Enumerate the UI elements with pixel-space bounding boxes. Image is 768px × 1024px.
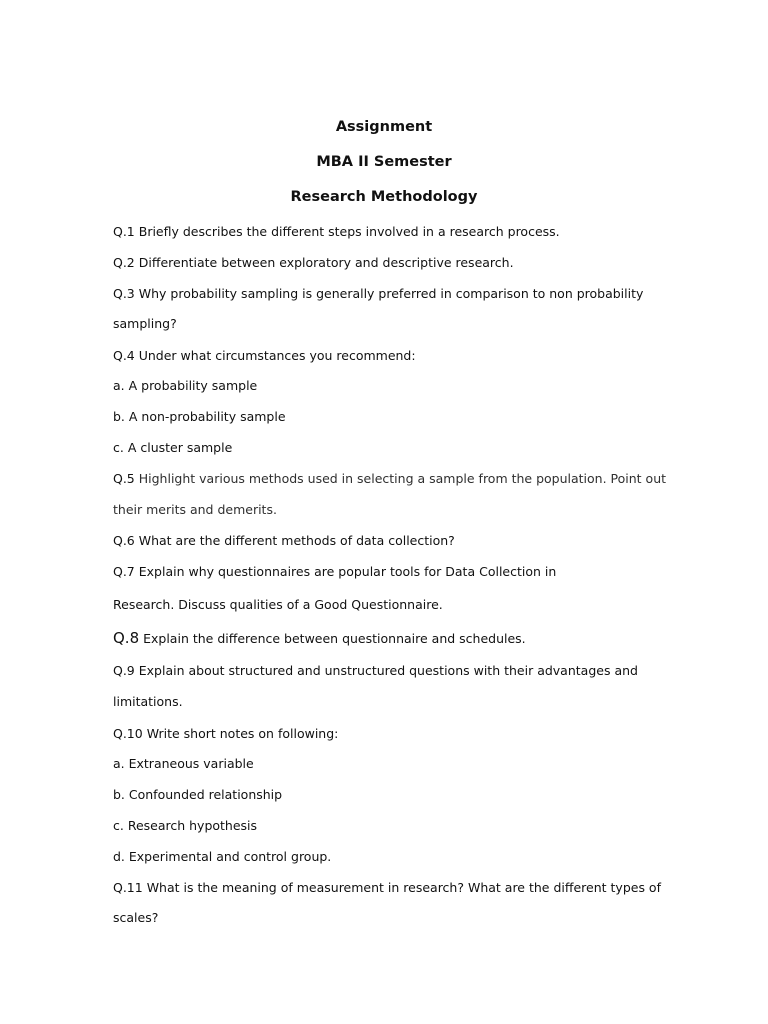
question-5-label: Q.5 (113, 471, 135, 486)
document-subject: Research Methodology (290, 189, 478, 205)
question-5-continuation: their merits and demerits. (113, 502, 277, 517)
question-3: Q.3 Why probability sampling is generally preferred in comparison to non probability (113, 286, 644, 301)
question-8-label: Q.8 (113, 629, 140, 647)
question-4-option-b: b. A non-probability sample (113, 409, 286, 424)
question-8-text: Explain the difference between questionnaire and schedules. (143, 631, 526, 646)
question-4: Q.4 Under what circumstances you recommend: (113, 348, 416, 363)
question-4-option-c: c. A cluster sample (113, 440, 233, 455)
question-11: Q.11 What is the meaning of measurement in research? What are the different types of (113, 880, 661, 895)
question-10-option-d: d. Experimental and control group. (113, 849, 332, 864)
question-10-option-c: c. Research hypothesis (113, 818, 258, 833)
question-10-option-a: a. Extraneous variable (113, 756, 254, 771)
question-5-text: Highlight various methods used in selecting a sample from the population. Point out (138, 471, 667, 486)
question-3-continuation: sampling? (113, 316, 177, 331)
document-subtitle: MBA II Semester (316, 154, 452, 170)
question-10: Q.10 Write short notes on following: (113, 726, 339, 741)
question-2: Q.2 Differentiate between exploratory and descriptive research. (113, 255, 514, 270)
question-9-continuation: limitations. (113, 694, 183, 709)
question-11-continuation: scales? (113, 910, 159, 925)
question-5 (113, 471, 666, 486)
question-7: Q.7 Explain why questionnaires are popular tools for Data Collection in (113, 564, 557, 579)
document-title: Assignment (335, 119, 433, 135)
question-9: Q.9 Explain about structured and unstructured questions with their advantages and (113, 663, 638, 678)
question-4-option-a: a. A probability sample (113, 378, 258, 393)
question-8 (113, 629, 526, 647)
question-10-option-b: b. Confounded relationship (113, 787, 283, 802)
question-7-continuation: Research. Discuss qualities of a Good Questionnaire. (113, 597, 443, 612)
question-6: Q.6 What are the different methods of data collection? (113, 533, 455, 548)
question-1: Q.1 Briefly describes the different steps involved in a research process. (113, 224, 560, 239)
